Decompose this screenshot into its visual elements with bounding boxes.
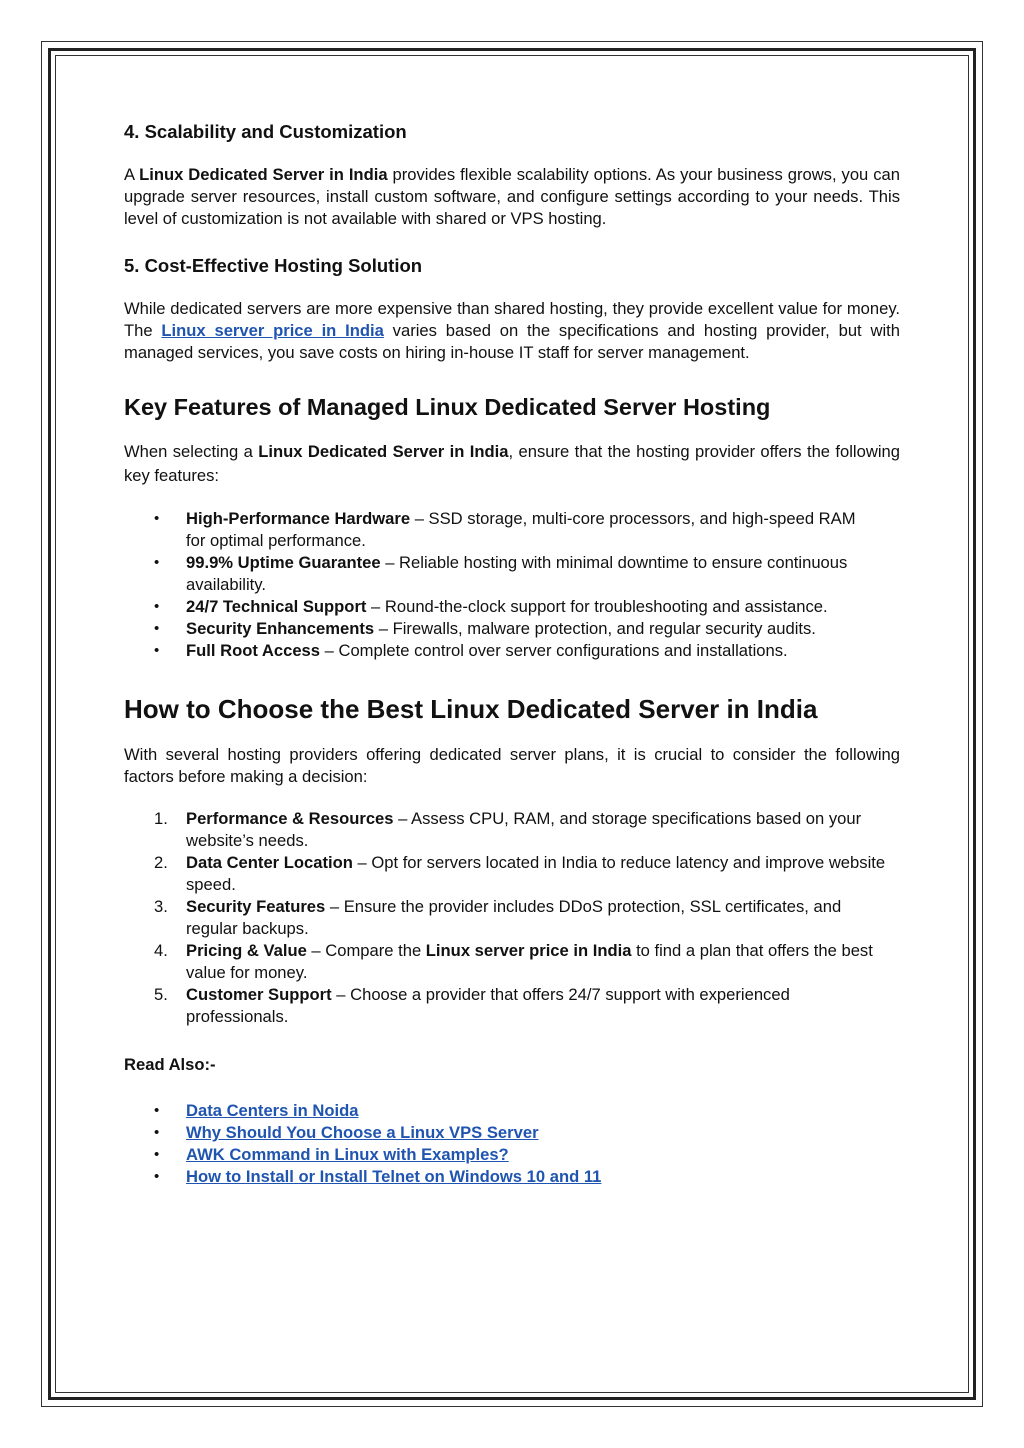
list-number: 4. <box>154 941 168 960</box>
how-to-choose-intro: With several hosting providers offering dedicated server plans, it is crucial to consider the following factors before making a decision: <box>124 745 900 786</box>
bullet-icon: • <box>154 510 160 527</box>
cost-paragraph: While dedicated servers are more expensive than shared hosting, they provide excellent value for money. The Linux server price in India varies based on the specifications and hosting provider, but with managed services, you save costs on hiring in-house IT staff for server management. <box>124 299 900 362</box>
read-also-heading: Read Also:- <box>124 1055 216 1074</box>
link-data-centers-noida[interactable]: Data Centers in Noida <box>186 1101 359 1120</box>
bullet-icon: • <box>154 598 160 615</box>
list-item: 1. Performance & Resources – Assess CPU, RAM, and storage specifications based on your website’s needs. <box>154 809 862 850</box>
key-features-heading: Key Features of Managed Linux Dedicated Server Hosting <box>124 394 771 420</box>
list-item: • Full Root Access – Complete control over server configurations and installations. <box>154 641 788 660</box>
keyword-bold: Linux Dedicated Server in India <box>139 165 388 184</box>
document-body <box>124 120 900 1188</box>
list-item: 3. Security Features – Ensure the provider includes DDoS protection, SSL certificates, and regular backups. <box>154 897 842 938</box>
bullet-icon: • <box>154 620 160 637</box>
bullet-icon: • <box>154 1102 160 1119</box>
features-list <box>124 508 900 662</box>
list-item: • 99.9% Uptime Guarantee – Reliable hosting with minimal downtime to ensure continuous availability. <box>154 553 848 594</box>
section-heading-cost-effective: 5. Cost-Effective Hosting Solution <box>124 255 423 276</box>
list-item <box>124 1166 900 1188</box>
list-item <box>124 1144 900 1166</box>
key-features-intro: When selecting a Linux Dedicated Server in India, ensure that the hosting provider offers the following key features: <box>124 442 900 485</box>
list-item: • High-Performance Hardware – SSD storage, multi-core processors, and high-speed RAM for optimal performance. <box>154 509 856 550</box>
bullet-icon: • <box>154 1168 160 1185</box>
factors-list <box>124 808 900 1028</box>
bullet-icon: • <box>154 642 160 659</box>
read-also-list <box>124 1100 900 1188</box>
list-item: 5. Customer Support – Choose a provider that offers 24/7 support with experienced professionals. <box>154 985 790 1026</box>
list-item: • 24/7 Technical Support – Round-the-clock support for troubleshooting and assistance. <box>154 597 828 616</box>
linux-server-price-link[interactable]: Linux server price in India <box>161 321 384 340</box>
bullet-icon: • <box>154 1146 160 1163</box>
link-linux-vps-server[interactable]: Why Should You Choose a Linux VPS Server <box>186 1123 539 1142</box>
list-number: 2. <box>154 853 168 872</box>
list-number: 1. <box>154 809 168 828</box>
list-number: 5. <box>154 985 168 1004</box>
link-install-telnet[interactable]: How to Install or Install Telnet on Windows 10 and 11 <box>186 1167 602 1186</box>
bullet-icon: • <box>154 1124 160 1141</box>
bullet-icon: • <box>154 554 160 571</box>
link-awk-command[interactable]: AWK Command in Linux with Examples? <box>186 1145 509 1164</box>
scalability-paragraph: A Linux Dedicated Server in India provides flexible scalability options. As your business grows, you can upgrade server resources, install custom software, and configure settings according to your needs. This level of customization is not available with shared or VPS hosting. <box>124 165 900 228</box>
list-item <box>124 1122 900 1144</box>
list-item: • Security Enhancements – Firewalls, malware protection, and regular security audits. <box>154 619 816 638</box>
list-item: 2. Data Center Location – Opt for servers located in India to reduce latency and improve website speed. <box>154 853 886 894</box>
how-to-choose-heading: How to Choose the Best Linux Dedicated Server in India <box>124 694 818 724</box>
section-heading-scalability: 4. Scalability and Customization <box>124 121 407 142</box>
list-item: 4. Pricing & Value – Compare the Linux server price in India to find a plan that offers the best value for money. <box>154 941 873 982</box>
list-number: 3. <box>154 897 168 916</box>
list-item <box>124 1100 900 1122</box>
